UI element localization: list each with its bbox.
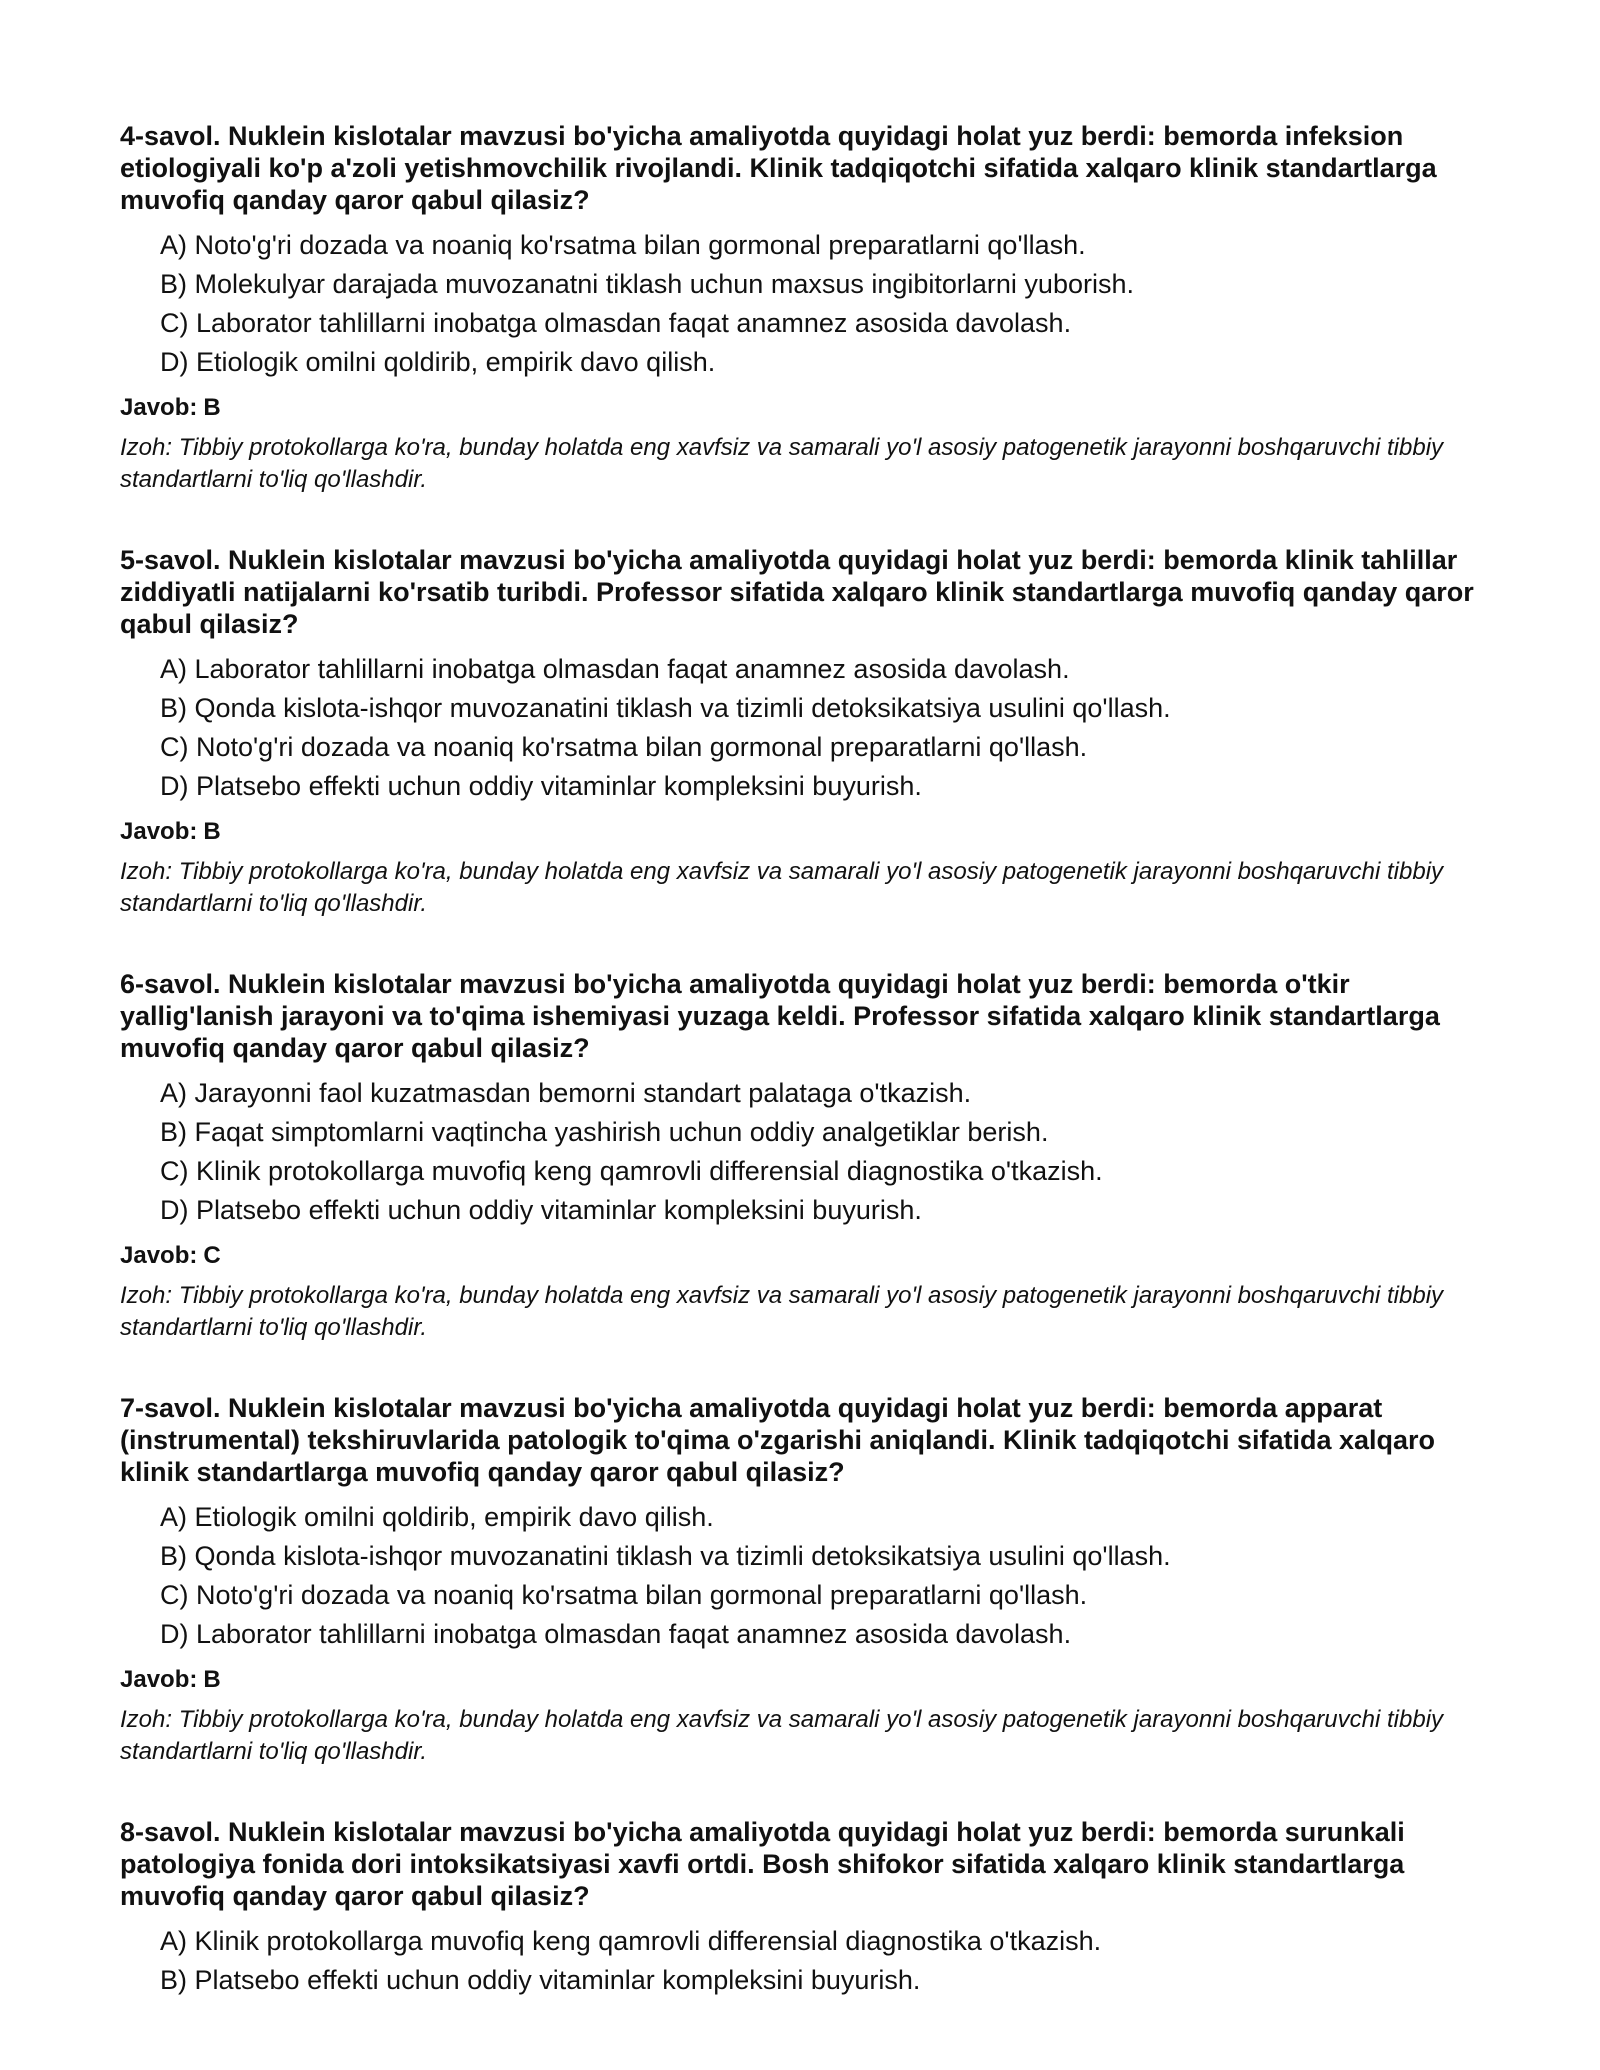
option-d: D) Etiologik omilni qoldirib, empirik davo qilish. [160, 347, 716, 377]
answer-line [120, 392, 1500, 424]
question-title: 8-savol. Nuklein kislotalar mavzusi bo'yicha amaliyotda quyidagi holat yuz berdi: bemorda surunkali patologiya fonida dori intoksikatsiyasi xavfi ortdi. Bosh shifokor sifatida xalqaro klinik standartlarga muvofiq qanday qaror qabul qilasiz? [120, 1817, 1405, 1911]
answer-label: Javob: [120, 1666, 198, 1693]
explanation-note: Izoh: Tibbiy protokollarga ko'ra, bunday holatda eng xavfsiz va samarali yo'l asosiy patogenetik jarayonni boshqaruvchi tibbiy standartlarni to'liq qo'llashdir. [120, 858, 1444, 917]
option-a: A) Etiologik omilni qoldirib, empirik davo qilish. [160, 1502, 714, 1532]
options-list [160, 650, 1500, 806]
answer-value: B [203, 818, 221, 845]
answer-label: Javob: [120, 1242, 198, 1269]
document-page [120, 120, 1500, 2048]
option-c: C) Noto'g'ri dozada va noaniq ko'rsatma bilan gormonal preparatlarni qo'llash. [160, 732, 1088, 762]
options-list [160, 1922, 1500, 2000]
option-b: B) Molekulyar darajada muvozanatni tiklash uchun maxsus ingibitorlarni yuborish. [160, 269, 1134, 299]
answer-label: Javob: [120, 394, 198, 421]
question-4 [120, 120, 1500, 496]
explanation-note: Izoh: Tibbiy protokollarga ko'ra, bunday holatda eng xavfsiz va samarali yo'l asosiy patogenetik jarayonni boshqaruvchi tibbiy standartlarni to'liq qo'llashdir. [120, 1282, 1444, 1341]
question-title: 7-savol. Nuklein kislotalar mavzusi bo'yicha amaliyotda quyidagi holat yuz berdi: bemorda apparat (instrumental) tekshiruvlarida patologik to'qima o'zgarishi aniqlandi. Klinik tadqiqotchi sifatida xalqaro klinik standartlarga muvofiq qanday qaror qabul qilasiz? [120, 1393, 1436, 1487]
option-a: A) Noto'g'ri dozada va noaniq ko'rsatma bilan gormonal preparatlarni qo'llash. [160, 230, 1086, 260]
answer-value: B [203, 1666, 221, 1693]
option-b: B) Qonda kislota-ishqor muvozanatini tiklash va tizimli detoksikatsiya usulini qo'llash. [160, 693, 1171, 723]
answer-line [120, 1240, 1500, 1272]
question-6 [120, 968, 1500, 1344]
answer-value: B [203, 394, 221, 421]
option-d: D) Platsebo effekti uchun oddiy vitaminlar kompleksini buyurish. [160, 1195, 922, 1225]
options-list [160, 226, 1500, 382]
answer-line [120, 1664, 1500, 1696]
question-8 [120, 1816, 1500, 2000]
option-d: D) Laborator tahlillarni inobatga olmasdan faqat anamnez asosida davolash. [160, 1619, 1072, 1649]
option-c: C) Noto'g'ri dozada va noaniq ko'rsatma bilan gormonal preparatlarni qo'llash. [160, 1580, 1088, 1610]
option-a: A) Jarayonni faol kuzatmasdan bemorni standart palataga o'tkazish. [160, 1078, 972, 1108]
option-b: B) Platsebo effekti uchun oddiy vitaminlar kompleksini buyurish. [160, 1965, 921, 1995]
option-c: C) Klinik protokollarga muvofiq keng qamrovli differensial diagnostika o'tkazish. [160, 1156, 1103, 1186]
question-title: 6-savol. Nuklein kislotalar mavzusi bo'yicha amaliyotda quyidagi holat yuz berdi: bemorda o'tkir yallig'lanish jarayoni va to'qima ishemiyasi yuzaga keldi. Professor sifatida xalqaro klinik standartlarga muvofiq qanday qaror qabul qilasiz? [120, 969, 1440, 1063]
question-5 [120, 544, 1500, 920]
option-d: D) Platsebo effekti uchun oddiy vitaminlar kompleksini buyurish. [160, 771, 922, 801]
answer-value: C [203, 1242, 221, 1269]
option-a: A) Laborator tahlillarni inobatga olmasdan faqat anamnez asosida davolash. [160, 654, 1070, 684]
question-title: 4-savol. Nuklein kislotalar mavzusi bo'yicha amaliyotda quyidagi holat yuz berdi: bemorda infeksion etiologiyali ko'p a'zoli yetishmovchilik rivojlandi. Klinik tadqiqotchi sifatida xalqaro klinik standartlarga muvofiq qanday qaror qabul qilasiz? [120, 121, 1437, 215]
answer-label: Javob: [120, 818, 198, 845]
option-b: B) Faqat simptomlarni vaqtincha yashirish uchun oddiy analgetiklar berish. [160, 1117, 1049, 1147]
option-c: C) Laborator tahlillarni inobatga olmasdan faqat anamnez asosida davolash. [160, 308, 1072, 338]
options-list [160, 1498, 1500, 1654]
option-b: B) Qonda kislota-ishqor muvozanatini tiklash va tizimli detoksikatsiya usulini qo'llash. [160, 1541, 1171, 1571]
answer-line [120, 816, 1500, 848]
explanation-note: Izoh: Tibbiy protokollarga ko'ra, bunday holatda eng xavfsiz va samarali yo'l asosiy patogenetik jarayonni boshqaruvchi tibbiy standartlarni to'liq qo'llashdir. [120, 1706, 1444, 1765]
question-7 [120, 1392, 1500, 1768]
options-list [160, 1074, 1500, 1230]
explanation-note: Izoh: Tibbiy protokollarga ko'ra, bunday holatda eng xavfsiz va samarali yo'l asosiy patogenetik jarayonni boshqaruvchi tibbiy standartlarni to'liq qo'llashdir. [120, 434, 1444, 493]
option-a: A) Klinik protokollarga muvofiq keng qamrovli differensial diagnostika o'tkazish. [160, 1926, 1102, 1956]
question-title: 5-savol. Nuklein kislotalar mavzusi bo'yicha amaliyotda quyidagi holat yuz berdi: bemorda klinik tahlillar ziddiyatli natijalarni ko'rsatib turibdi. Professor sifatida xalqaro klinik standartlarga muvofiq qanday qaror qabul qilasiz? [120, 545, 1474, 639]
